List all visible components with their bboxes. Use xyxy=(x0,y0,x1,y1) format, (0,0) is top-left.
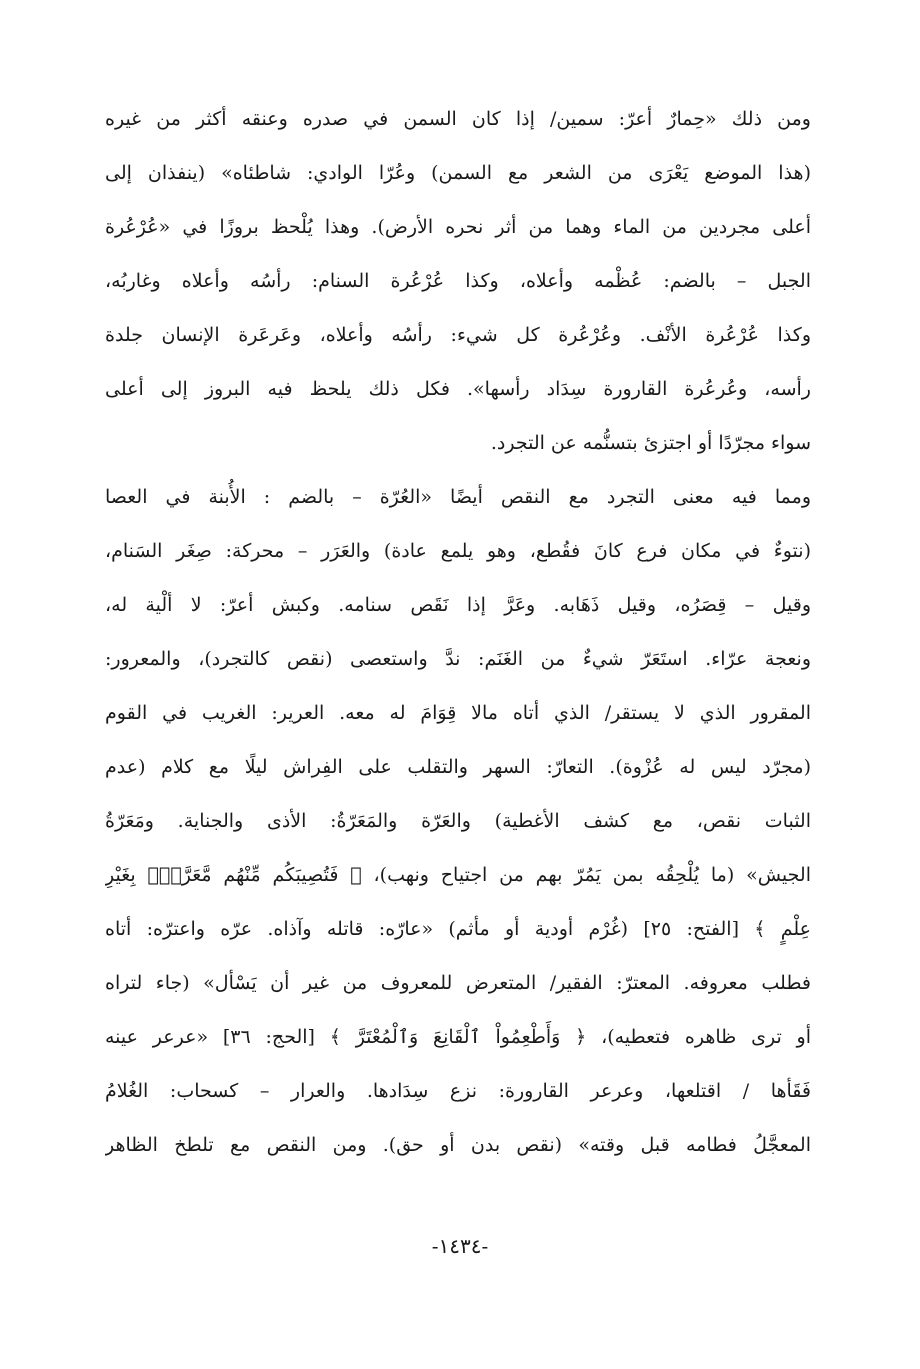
text-line: ومن ذلك «حِمارٌ أعرّ: سمين/ إذا كان السمن في صدره وعنقه أكثر من غيره xyxy=(105,108,811,130)
text-line: وكذا عُرْعُرة الأنْف. وعُرْعُرة كل شيء: رأسُه وأعلاه، وعَرعَرة الإنسان جلدة xyxy=(105,324,811,346)
text-line: الجبل – بالضم: عُظْمه وأعلاه، وكذا عُرْعُرة السنام: رأسُه وأعلاه وغاربُه، xyxy=(105,270,811,292)
body-text xyxy=(105,92,811,1172)
text-line: ونعجة عرّاء. استَعَرّ شيءٌ من الغَنَم: ندَّ واستعصى (نقص كالتجرد)، والمعرور: xyxy=(105,648,811,670)
text-line: فطلب معروفه. المعترّ: الفقير/ المتعرض للمعروف من غير أن يَسْأل» (جاء لتراه xyxy=(105,972,811,994)
text-line: رأسه، وعُرعُرة القارورة سِدَاد رأسها». فكل ذلك يلحظ فيه البروز إلى أعلى xyxy=(105,378,811,400)
text-line: المقرور الذي لا يستقر/ الذي أتاه مالا قِوَامَ له معه. العرير: الغريب في القوم xyxy=(105,702,811,724)
text-line: الثبات نقص، مع كشف الأغطية) والعَرّة والمَعَرّةُ: الأذى والجناية. ومَعَرّةُ xyxy=(105,810,811,832)
text-line: أعلى مجردين من الماء وهما من أثر نحره الأرض). وهذا يُلْحظ بروزًا في «عُرْعُرة xyxy=(105,216,811,238)
text-line: (هذا الموضع يَعْرَى من الشعر مع السمن) وعُرّا الوادي: شاطئاه» (ينفذان إلى xyxy=(105,162,811,184)
text-line: المعجَّلُ فطامه قبل وقته» (نقص بدن أو حق). ومن النقص مع تلطخ الظاهر xyxy=(105,1134,811,1156)
text-line: الجيش» (ما يُلْحِقُه بمن يَمُرّ بهم من اجتياح ونهب)، ﴿ فَتُصِيبَكُم مِّنْهُم مَّعَرَّةٌۢ بِغَيْرِ xyxy=(105,864,811,886)
paragraph-2 xyxy=(105,470,811,1172)
text-line: (نتوءٌ في مكان فرع كانَ فقُطع، وهو يلمع عادة) والعَرَر – محركة: صِغَر السَنام، xyxy=(105,540,811,562)
text-line: وقيل – قِصَرُه، وقيل ذَهَابه. وعَرَّ إذا نَقَص سنامه. وكبش أعرّ: لا ألْية له، xyxy=(105,594,811,616)
text-line: ومما فيه معنى التجرد مع النقص أيضًا «العُرّة – بالضم : الأُبنة في العصا xyxy=(105,486,811,508)
text-line: (مجرّد ليس له عُزْوة). التعارّ: السهر والتقلب على الفِراش ليلًا مع كلام (عدم xyxy=(105,756,811,778)
paragraph-1 xyxy=(105,92,811,470)
text-line: فَقَأها / اقتلعها، وعرعر القارورة: نزع سِدَادها. والعرار – كسحاب: الغُلامُ xyxy=(105,1080,811,1102)
text-line: أو ترى ظاهره فتعطيه)، ﴿ وَأَطْعِمُواْ ٱلْقَانِعَ وَٱلْمُعْتَرَّ ﴾ [الحج: ٣٦] «عرعر عينه xyxy=(105,1026,811,1048)
page-number: -١٤٣٤- xyxy=(431,1234,489,1258)
text-line: عِلْمٍ ﴾ [الفتح: ٢٥] (غُرْم أودية أو مأثم) «عارّه: قاتله وآذاه. عرّه واعترّه: أتاه xyxy=(105,918,811,940)
text-line: سواء مجرّدًا أو اجتزئ بتسنُّمه عن التجرد. xyxy=(490,432,811,454)
